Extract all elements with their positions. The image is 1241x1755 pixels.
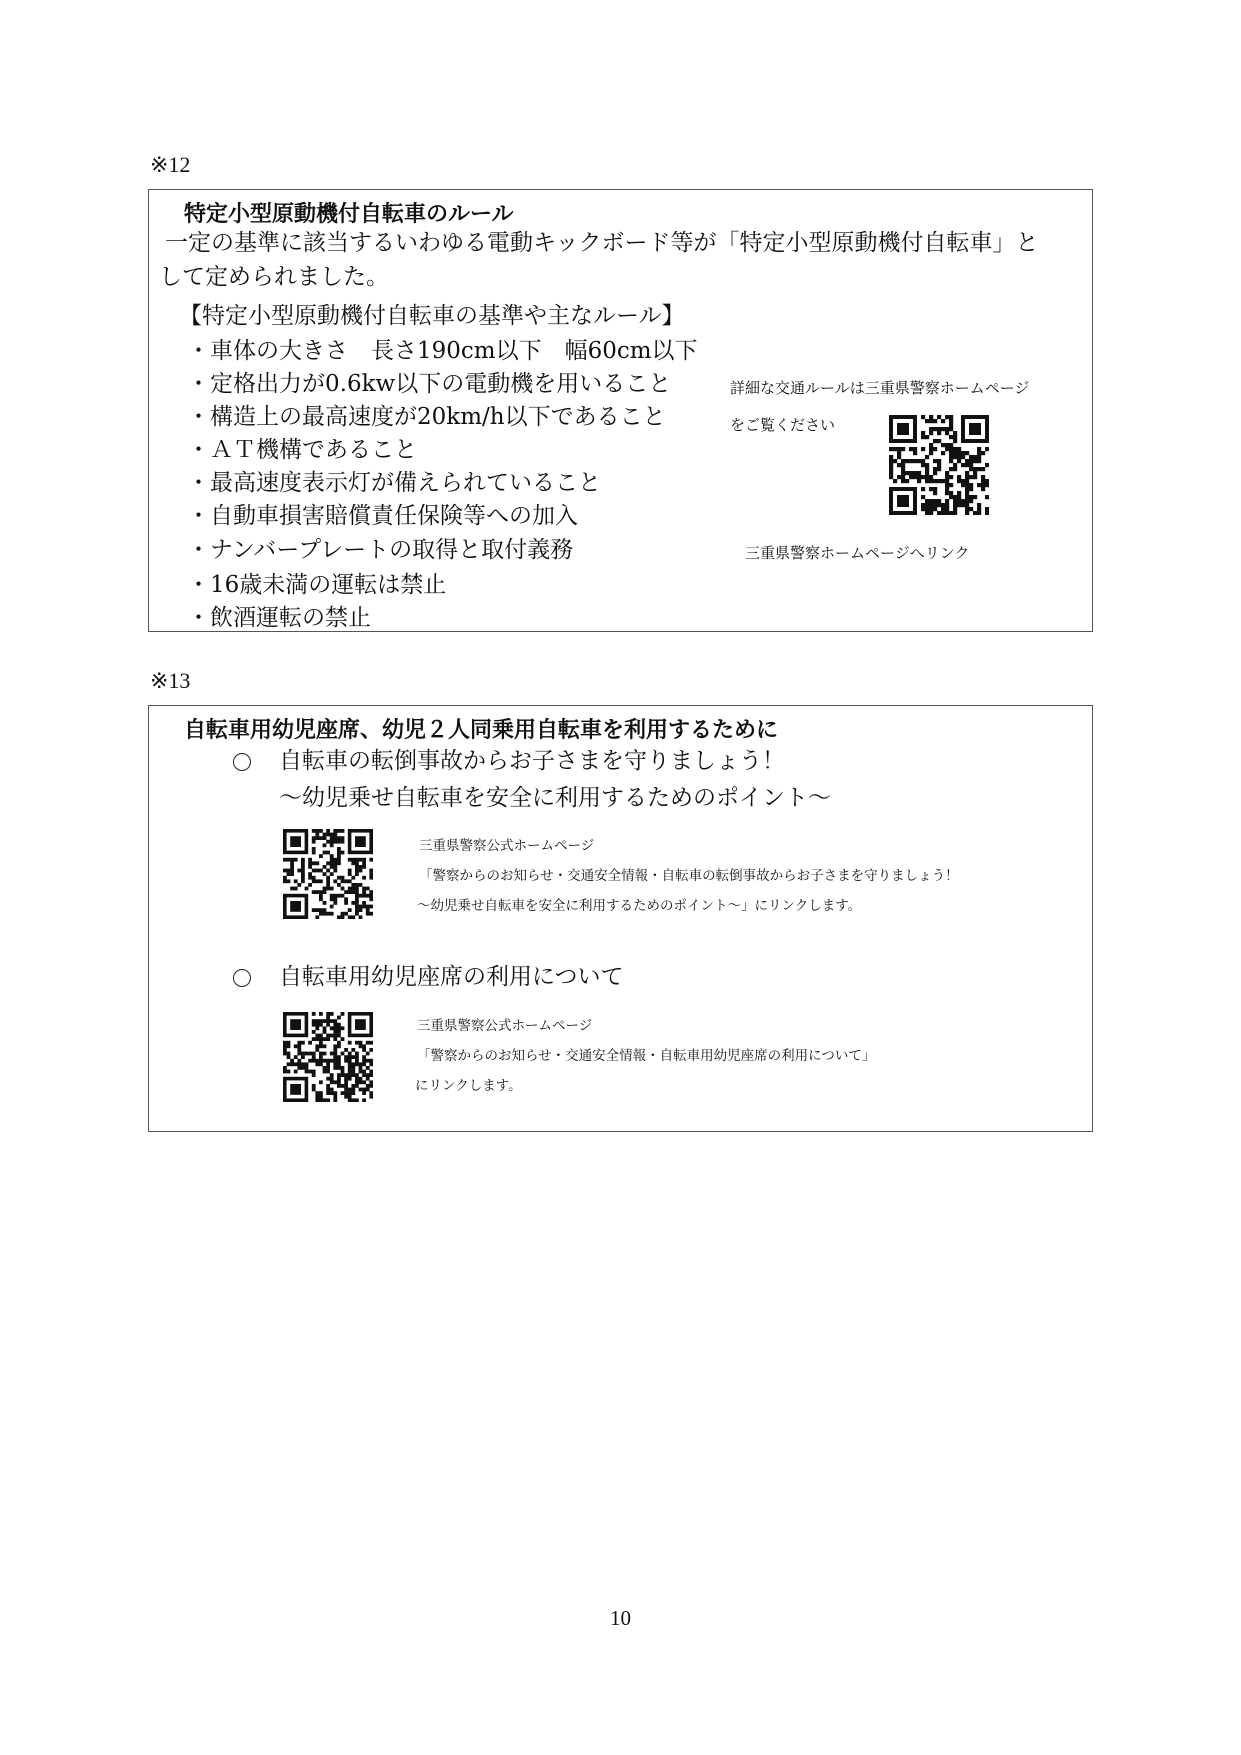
section2-link-line1: 三重県警察公式ホームページ [417, 1018, 593, 1034]
note-12-box [148, 189, 1093, 632]
rules-subheading: 【特定小型原動機付自転車の基準や主なルール】 [179, 303, 685, 329]
rule-item: ・ナンバープレートの取得と取付義務 [187, 537, 574, 563]
section1-link-line2: 「警察からのお知らせ・交通安全情報・自転車の転倒事故からお子さまを守りましょう！ [419, 868, 959, 884]
rule-item: ・構造上の最高速度が20km/h以下であること [187, 404, 666, 430]
section1-link-line3: 〜幼児乗せ自転車を安全に利用するためのポイント〜」にリンクします。 [417, 898, 862, 914]
circle-bullet-icon [233, 753, 251, 771]
section1-qr-code[interactable] [283, 829, 373, 919]
section1-subheading: 〜幼児乗せ自転車を安全に利用するためのポイント〜 [279, 785, 831, 811]
section1-link-line1: 三重県警察公式ホームページ [419, 838, 595, 854]
police-homepage-qr-code[interactable] [889, 415, 989, 515]
qr-info-line2: をご覧ください [730, 416, 836, 434]
section1-heading: 自転車の転倒事故からお子さまを守りましょう！ [279, 748, 785, 774]
note-12-intro-line2: して定められました。 [159, 264, 389, 290]
rule-item: ・飲酒運転の禁止 [187, 605, 371, 631]
note-12-intro-line1: 一定の基準に該当するいわゆる電動キックボード等が「特定小型原動機付自転車」と [165, 230, 1039, 256]
qr-caption: 三重県警察ホームページへリンク [745, 544, 970, 562]
rule-item: ・車体の大きさ 長さ190cm以下 幅60cm以下 [187, 338, 698, 364]
section2-link-line3: にリンクします。 [415, 1078, 522, 1094]
note-12-mark: ※12 [150, 152, 191, 177]
section2-qr-code[interactable] [283, 1012, 373, 1102]
page-number: 10 [610, 1606, 631, 1630]
note-13-box [148, 705, 1093, 1132]
qr-info-line1: 詳細な交通ルールは三重県警察ホームページ [730, 379, 1030, 397]
rule-item: ・最高速度表示灯が備えられていること [187, 470, 601, 496]
rule-item: ・16歳未満の運転は禁止 [187, 572, 447, 598]
section2-link-line2: 「警察からのお知らせ・交通安全情報・自転車用幼児座席の利用について」 [417, 1048, 876, 1064]
note-12-title: 特定小型原動機付自転車のルール [184, 202, 514, 227]
rule-item: ・定格出力が0.6kw以下の電動機を用いること [187, 371, 672, 397]
note-13-title: 自転車用幼児座席、幼児２人同乗用自転車を利用するために [184, 718, 779, 743]
section2-heading: 自転車用幼児座席の利用について [279, 964, 624, 990]
rule-item: ・ＡＴ機構であること [187, 437, 417, 463]
rule-item: ・自動車損害賠償責任保険等への加入 [187, 503, 578, 529]
circle-bullet-icon [233, 969, 251, 987]
note-13-mark: ※13 [150, 668, 191, 693]
